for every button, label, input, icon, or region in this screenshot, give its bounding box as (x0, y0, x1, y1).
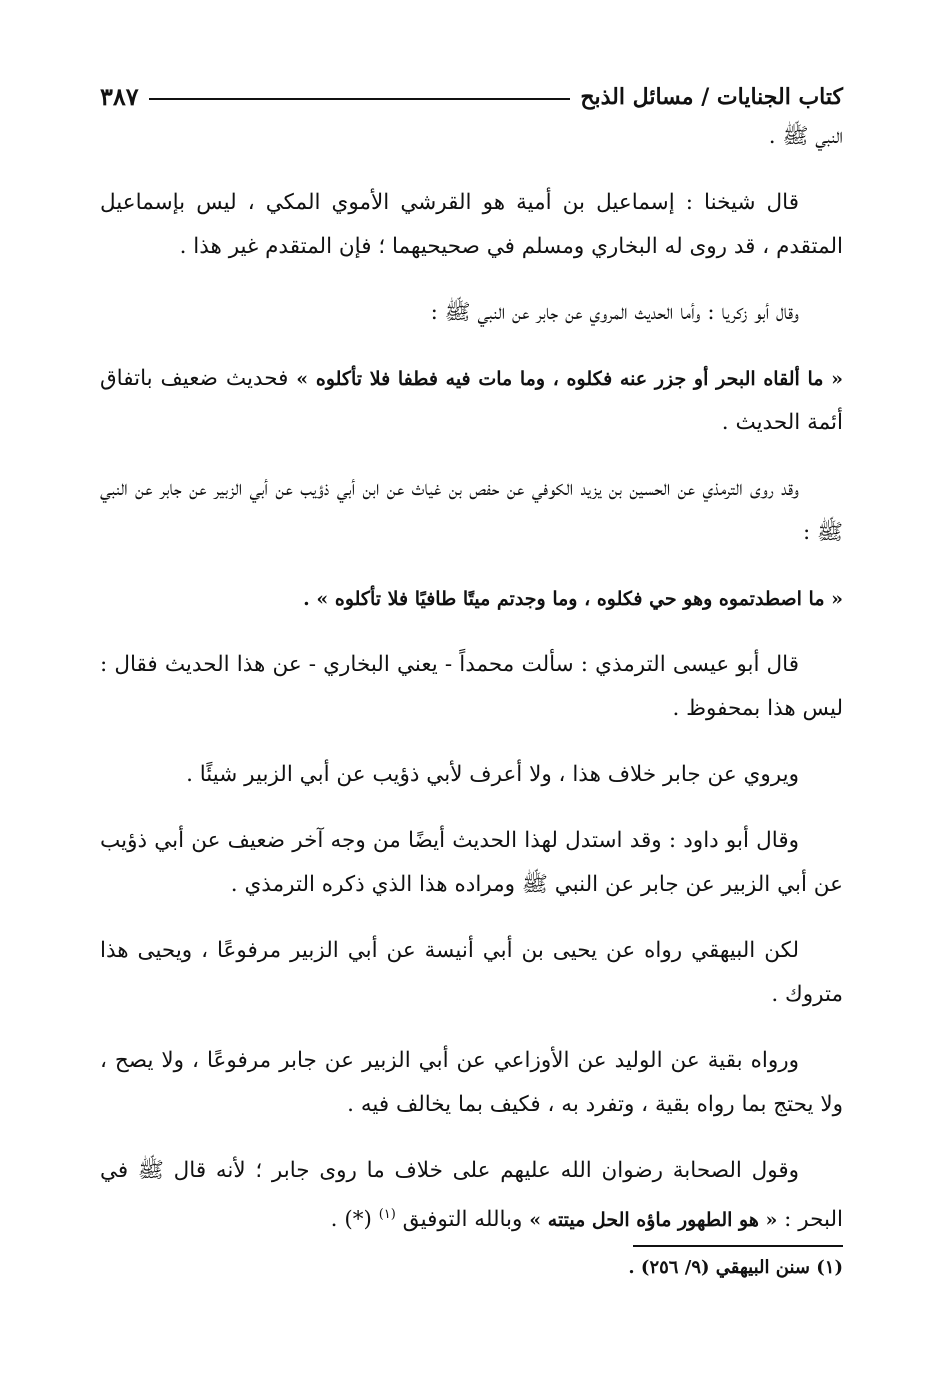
paragraph-shaykh: قال شيخنا : إسماعيل بن أمية هو القرشي الأموي المكي ، ليس بإسماعيل المتقدم ، قد روى له البخاري ومسلم في صحيحيهما ؛ فإن المتقدم غير هذا . (100, 190, 843, 259)
paragraph-abu-zakariya: وقال أبو زكريا : وأما الحديث المروي عن جابر عن النبي ﷺ : (430, 300, 799, 325)
paragraph-text: (*) . (330, 1207, 379, 1233)
hadith-quote: « ما ألقاه البحر أو جزر عنه فكلوه ، وما مات فيه فطفا فلا تأكلوه » (296, 368, 843, 390)
paragraph-sahaba (100, 1149, 843, 1242)
paragraph-text: وبالله التوفيق (395, 1207, 530, 1233)
paragraph-jabir: ويروي عن جابر خلاف هذا ، ولا أعرف لأبي ذؤيب عن أبي الزبير شيئًا . (186, 762, 799, 787)
paragraph-text: فحديث ضعيف باتفاق أئمة الحديث . (100, 366, 843, 435)
header-title: كتاب الجنايات / مسائل الذبح (580, 83, 843, 110)
hadith-quote: « هو الطهور ماؤه الحل ميتته » (529, 1209, 778, 1232)
footnote-marker: (١) (378, 1207, 396, 1222)
page-number: ٣٨٧ (100, 82, 139, 111)
footnote-rule (633, 1245, 843, 1247)
paragraph-baqiyya: ورواه بقية عن الوليد عن الأوزاعي عن أبي الزبير عن جابر مرفوعًا ، ولا يصح ، ولا يحتج بما رواه بقية ، وتفرد به ، فكيف بما يخالف فيه . (100, 1048, 843, 1117)
paragraph-abu-isa: قال أبو عيسى الترمذي : سألت محمداً - يعني البخاري - عن هذا الحديث فقال : ليس هذا بمحفوظ . (100, 652, 843, 721)
hadith-quote: « ما اصطدتموه وهو حي فكلوه ، وما وجدتم ميتًا طافيًا فلا تأكلوه » . (303, 588, 843, 610)
paragraph-text: وقول الصحابة رضوان الله عليهم على خلاف ما روى جابر ؛ لأنه قال ﷺ في البحر : (100, 1158, 843, 1233)
header-rule (149, 98, 571, 100)
footnote-text: (١) سنن البيهقي (٩/ ٢٥٦) . (628, 1257, 843, 1278)
paragraph-abu-dawud: وقال أبو داود : وقد استدل لهذا الحديث أيضًا من وجه آخر ضعيف عن أبي ذؤيب عن أبي الزبير عن جابر عن النبي ﷺ ومراده هذا الذي ذكره الترمذي . (100, 828, 843, 897)
footnote-area (88, 1245, 843, 1278)
paragraph-hadith-sea (100, 357, 843, 445)
paragraph-hadith-hunted (100, 577, 843, 621)
paragraph-bayhaqi: لكن البيهقي رواه عن يحيى بن أبي أنيسة عن أبي الزبير مرفوعًا ، ويحيى هذا متروك . (100, 938, 843, 1007)
running-header (100, 82, 843, 111)
paragraph-tirmidhi-chain: وقد روى الترمذي عن الحسين بن يزيد الكوفي عن حفص بن غياث عن ابن أبي ذؤيب عن أبي الزبير عن جابر عن النبي ﷺ : (100, 476, 843, 545)
paragraph-continuation: النبي ﷺ . (768, 124, 843, 149)
